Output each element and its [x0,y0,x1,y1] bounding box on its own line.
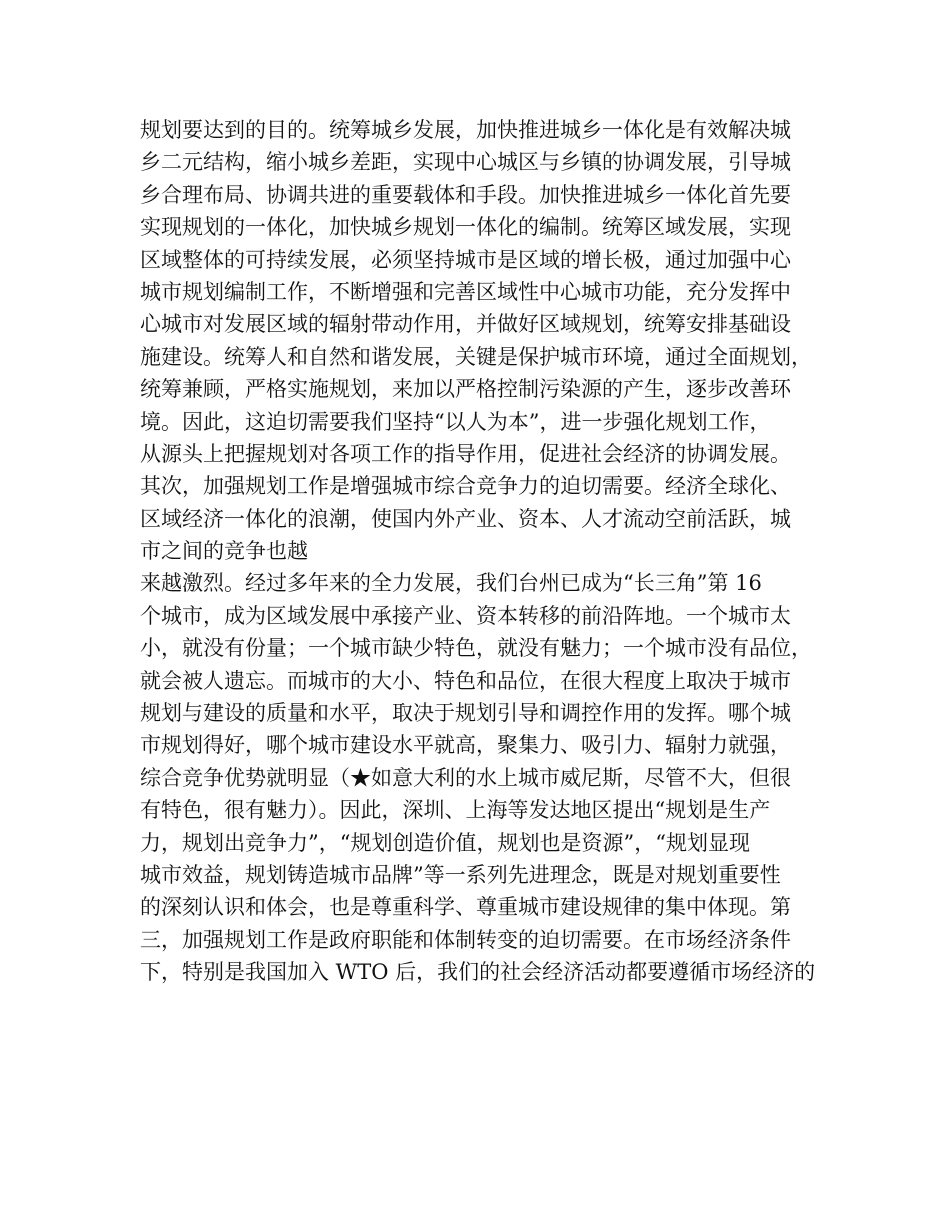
text-line: 其次，加强规划工作是增强城市综合竞争力的迫切需要。经济全球化、 [140,474,791,499]
text-line: 城市效益，规划铸造城市品牌”等一系列先进理念，既是对规划重要性 [140,862,781,887]
text-line: 城市规划编制工作，不断增强和完善区域性中心城市功能，充分发挥中 [140,279,791,304]
text-line: 境。因此，这迫切需要我们坚持“以人为本”，进一步强化规划工作， [140,409,771,434]
text-line: 从源头上把握规划对各项工作的指导作用，促进社会经济的协调发展。 [140,441,791,466]
text-line: 规划要达到的目的。统筹城乡发展，加快推进城乡一体化是有效解决城 [140,118,791,142]
text-line: 个城市，成为区域发展中承接产业、资本转移的前沿阵地。一个城市太 [140,603,791,628]
text-line: 来越激烈。经过多年来的全力发展，我们台州已成为“长三角”第 16 [140,571,762,596]
text-line: 区域经济一体化的浪潮，使国内外产业、资本、人才流动空前活跃，城 [140,506,791,531]
text-line: 就会被人遗忘。而城市的大小、特色和品位，在很大程度上取决于城市 [140,668,791,693]
text-line: 力，规划出竞争力”，“规划创造价值，规划也是资源”，“规划显现 [140,830,750,855]
text-line: 三，加强规划工作是政府职能和体制转变的迫切需要。在市场经济条件 [140,927,791,952]
text-line: 市规划得好，哪个城市建设水平就高，聚集力、吸引力、辐射力就强， [140,733,791,758]
text-line: 市之间的竞争也越 [140,539,308,564]
text-line: 区域整体的可持续发展，必须坚持城市是区域的增长极，通过加强中心 [140,247,791,272]
text-line: 心城市对发展区域的辐射带动作用，并做好区域规划，统筹安排基础设 [140,312,791,337]
text-line: 有特色，很有魅力）。因此，深圳、上海等发达地区提出“规划是生产 [140,798,771,823]
text-line: 施建设。统筹人和自然和谐发展，关键是保护城市环境，通过全面规划， [140,344,812,369]
text-line: 下，特别是我国加入 WTO 后，我们的社会经济活动都要遵循市场经济的 [140,960,816,985]
body-text [140,114,820,989]
text-line: 规划与建设的质量和水平，取决于规划引导和调控作用的发挥。哪个城 [140,701,791,726]
text-line: 乡二元结构，缩小城乡差距，实现中心城区与乡镇的协调发展，引导城 [140,150,791,175]
text-line: 实现规划的一体化，加快城乡规划一体化的编制。统筹区域发展，实现 [140,215,791,240]
text-line: 综合竞争优势就明显（★如意大利的水上城市威尼斯，尽管不大，但很 [140,765,791,790]
text-line: 小，就没有份量；一个城市缺少特色，就没有魅力；一个城市没有品位， [140,636,812,661]
text-line: 的深刻认识和体会，也是尊重科学、尊重城市建设规律的集中体现。第 [140,895,791,920]
text-line: 乡合理布局、协调共进的重要载体和手段。加快推进城乡一体化首先要 [140,182,791,207]
text-line: 统筹兼顾，严格实施规划，来加以严格控制污染源的产生，逐步改善环 [140,377,791,402]
